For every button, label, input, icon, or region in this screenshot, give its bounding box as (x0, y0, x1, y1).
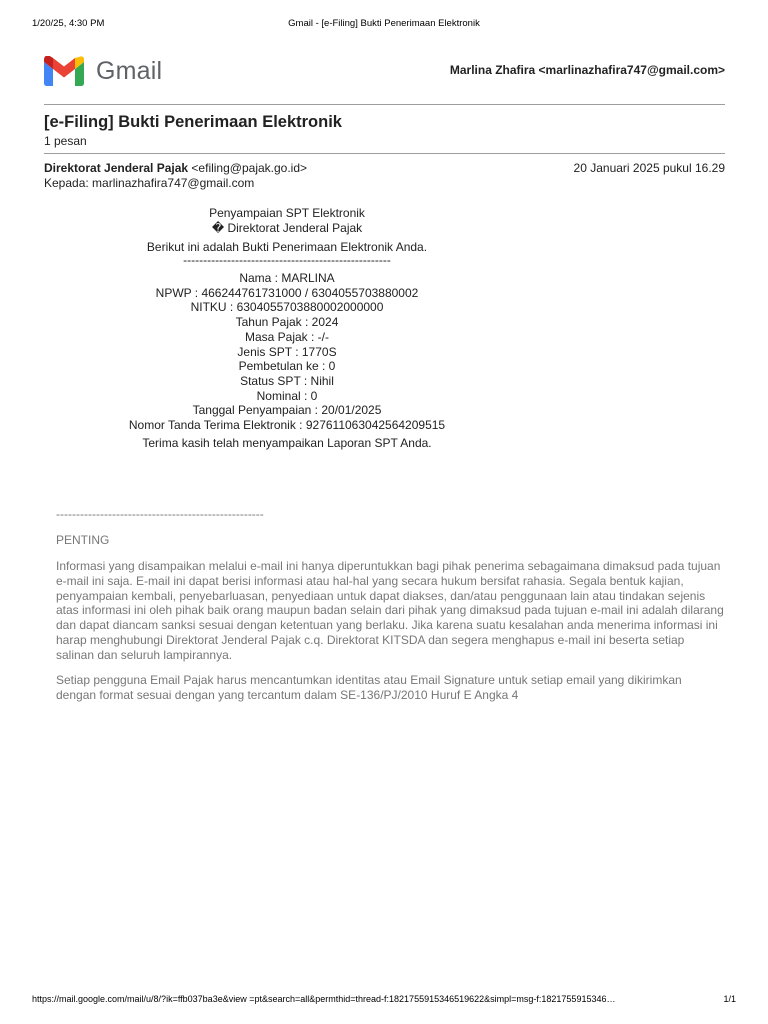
field-nitku: NITKU : 6304055703880002000000 (190, 300, 384, 315)
message-date: 20 Januari 2025 pukul 16.29 (573, 161, 725, 175)
sender-name: Direktorat Jenderal Pajak (44, 161, 189, 175)
header-divider (44, 104, 725, 105)
receipt-separator: ---------------------------------------------------- (183, 252, 391, 267)
receipt-closing-block (44, 436, 530, 451)
print-page-number: 1/1 (723, 994, 736, 1004)
receipt-intro: Berikut ini adalah Bukti Penerimaan Elektronik Anda. (146, 240, 428, 254)
field-masa-pajak: Masa Pajak : -/- (244, 329, 330, 344)
receipt-closing: Terima kasih telah menyampaikan Laporan SPT Anda. (142, 436, 432, 450)
field-nomor-tanda-terima: Nomor Tanda Terima Elektronik : 927611063042564209515 (128, 418, 446, 433)
receipt-heading: Penyampaian SPT Elektronik (209, 206, 365, 220)
print-footer (32, 994, 736, 1006)
field-tanggal-penyampaian: Tanggal Penyampaian : 20/01/2025 (192, 403, 382, 418)
field-pembetulan: Pembetulan ke : 0 (238, 359, 336, 374)
notice-confidentiality (56, 559, 724, 663)
field-npwp: NPWP : 466244761731000 / 6304055703880002 (155, 285, 419, 300)
gmail-logo (44, 56, 162, 86)
receipt-fields (44, 271, 530, 433)
message-recipient: Kepada: marlinazhafira747@gmail.com (44, 176, 255, 190)
notice-paragraph: Setiap pengguna Email Pajak harus mencantumkan identitas atau Email Signature untuk setiap email yang dikirimkan dengan format sesuai dengan yang tercantum dalam SE-136/PJ/2010 Huruf E Angka 4 (56, 673, 682, 702)
field-tahun-pajak: Tahun Pajak : 2024 (235, 315, 339, 330)
print-datetime: 1/20/25, 4:30 PM (32, 18, 105, 29)
thread-subject: [e-Filing] Bukti Penerimaan Elektronik (44, 113, 342, 131)
field-nominal: Nominal : 0 (256, 388, 318, 403)
field-status-spt: Status SPT : Nihil (240, 373, 334, 388)
receipt-org: � Direktorat Jenderal Pajak (211, 220, 363, 235)
receipt-header (44, 206, 530, 235)
notice-separator: ---------------------------------------------------- (56, 507, 264, 521)
gmail-logo-icon (44, 56, 84, 86)
notice-paragraph: Informasi yang disampaikan melalui e-mail ini hanya diperuntukkan bagi pihak penerima sebagaimana dimaksud pada tujuan e-mail ini saja. E-mail ini dapat berisi informasi atau hal-hal yang secara hukum bersifat rahasia. Segala bentuk kajian, penyampaian kembali, penyebarluasan, penyediaan untuk dapat diakses, dan/atau penggunaan lain atau tindakan sejenis atas informasi ini oleh pihak baik orang maupun badan selain dari pihak yang dimaksud pada tujuan e-mail ini adalah dilarang dan dapat diancam sanksi sesuai dengan ketentuan yang berlaku. Jika karena suatu kesalahan anda menerima informasi ini harap menghubungi Direktorat Jenderal Pajak c.q. Direktorat KITSDA dan segera menghapus e-mail ini beserta setiap salinan dan seluruh lampirannya. (56, 559, 724, 662)
notice-signature (56, 673, 724, 703)
field-jenis-spt: Jenis SPT : 1770S (237, 344, 337, 359)
gmail-wordmark: Gmail (96, 56, 163, 85)
subject-divider (44, 153, 725, 154)
print-title: Gmail - [e-Filing] Bukti Penerimaan Elektronik (288, 18, 480, 29)
sender-email: <efiling@pajak.go.id> (191, 161, 308, 175)
account-identity: Marlina Zhafira <marlinazhafira747@gmail.com> (449, 63, 725, 77)
field-nama: Nama : MARLINA (239, 271, 335, 285)
message-count: 1 pesan (44, 134, 87, 148)
notice-heading: PENTING (56, 533, 110, 547)
print-header (32, 18, 736, 32)
message-sender (44, 161, 307, 175)
print-url: https://mail.google.com/mail/u/8/?ik=ffb037ba3e&view =pt&search=all&permthid=thread-f:1821755915346519622&simpl=msg-f:1821755915346… (32, 994, 616, 1004)
receipt-intro-block (44, 240, 530, 266)
